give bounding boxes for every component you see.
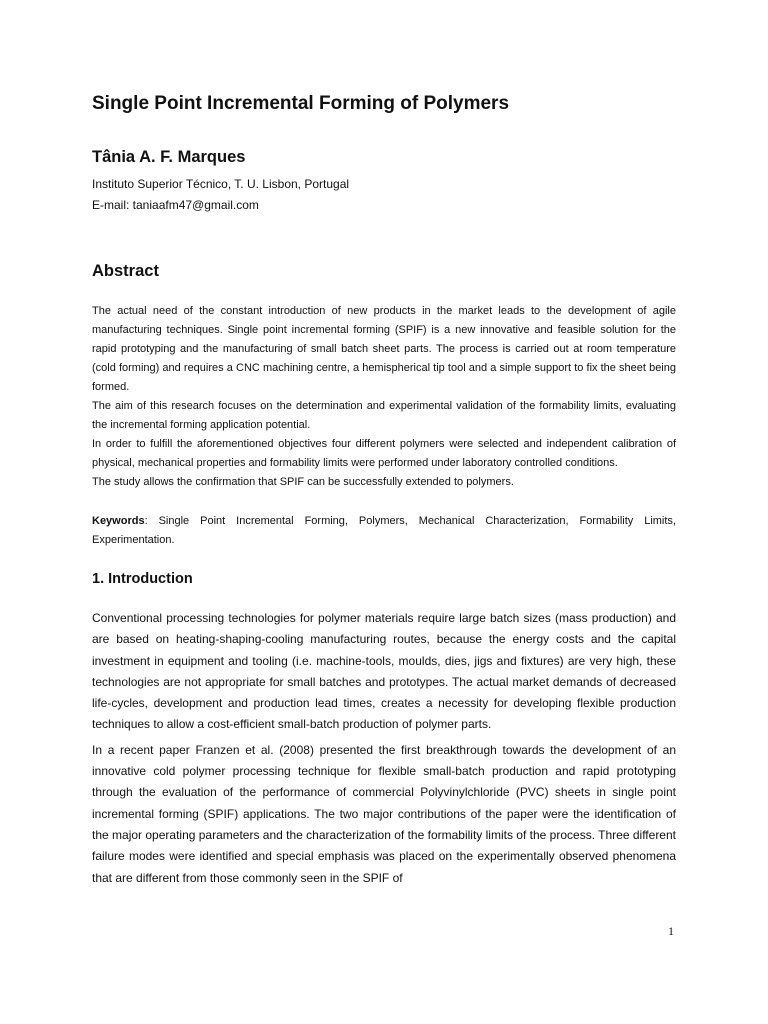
introduction-heading: 1. Introduction [92, 571, 193, 587]
page-number: 1 [668, 924, 674, 938]
author-affiliation: Instituto Superior Técnico, T. U. Lisbon, Portugal [92, 177, 350, 191]
abstract-paragraph: The aim of this research focuses on the determination and experimental validation of the formability limits, evaluating the incremental forming application potential. [92, 400, 676, 431]
abstract-body [92, 302, 676, 492]
keywords-label: Keywords [92, 515, 145, 527]
abstract-paragraph: In order to fulfill the aforementioned objectives four different polymers were selected and independent calibration of physical, mechanical properties and formability limits were performed under laboratory controlled conditions. [92, 438, 676, 469]
author-email: E-mail: taniaafm47@gmail.com [92, 198, 259, 212]
abstract-heading: Abstract [92, 262, 159, 280]
introduction-paragraph: In a recent paper Franzen et al. (2008) presented the first breakthrough towards the development of an innovative cold polymer processing technique for flexible small-batch production and rapid prototyping through the evaluation of the performance of commercial Polyvinylchloride (PVC) sheets in single point incremental forming (SPIF) applications. The two major contributions of the paper were the identification of the major operating parameters and the characterization of the formability limits of the process. Three different failure modes were identified and special emphasis was placed on the experimentally observed phenomena that are different from those commonly seen in the SPIF of [92, 742, 676, 885]
keywords-text: : Single Point Incremental Forming, Polymers, Mechanical Characterization, Formability Limits, Experimentation. [92, 515, 676, 546]
page-content [92, 90, 676, 893]
introduction-paragraph: Conventional processing technologies for polymer materials require large batch sizes (mass production) and are based on heating-shaping-cooling manufacturing routes, because the energy costs and the capital investment in equipment and tooling (i.e. machine-tools, moulds, dies, jigs and fixtures) are very high, these technologies are not appropriate for small batches and prototypes. The actual market demands of decreased life-cycles, development and production lead times, creates a necessity for developing flexible production techniques to allow a cost-efficient small-batch production of polymer parts. [92, 611, 676, 732]
keywords-line [92, 512, 676, 550]
paper-title: Single Point Incremental Forming of Polymers [92, 93, 510, 114]
abstract-paragraph: The study allows the confirmation that SPIF can be successfully extended to polymers. [92, 476, 514, 488]
abstract-paragraph: The actual need of the constant introduction of new products in the market leads to the development of agile manufacturing techniques. Single point incremental forming (SPIF) is a new innovative and feasible solution for the rapid prototyping and the manufacturing of small batch sheet parts. The process is carried out at room temperature (cold forming) and requires a CNC machining centre, a hemispherical tip tool and a simple support to fix the sheet being formed. [92, 305, 676, 393]
author-affiliation-block [92, 174, 676, 216]
introduction-body [92, 608, 676, 889]
author-name: Tânia A. F. Marques [92, 148, 246, 166]
